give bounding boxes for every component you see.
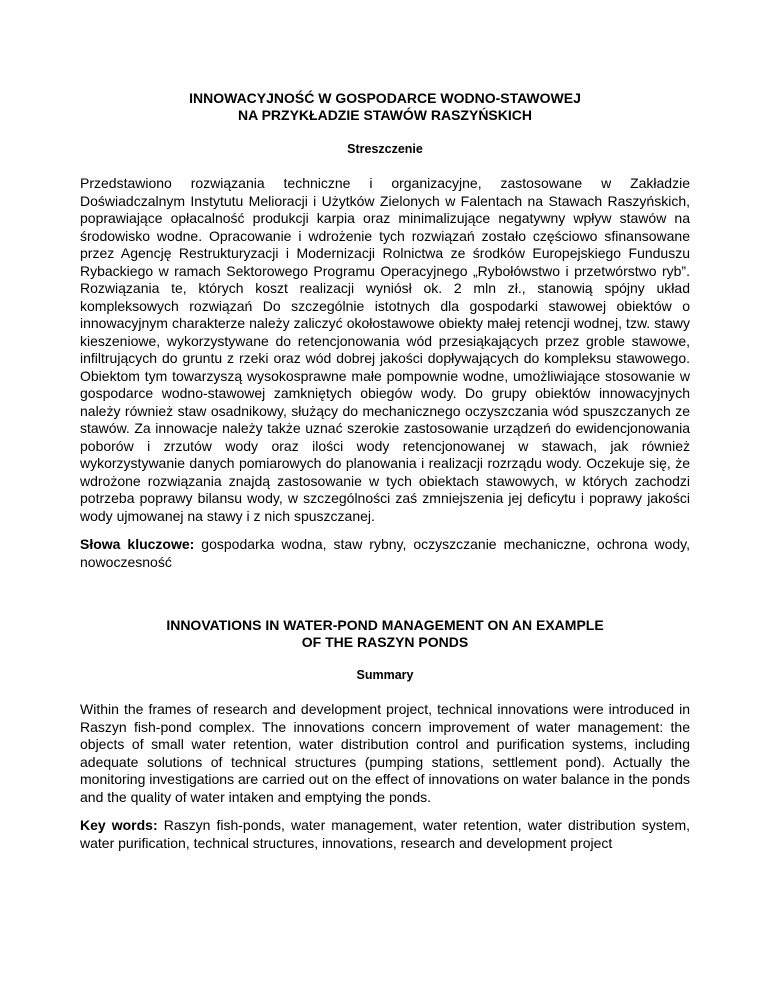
polish-title-line-1: INNOWACYJNOŚĆ W GOSPODARCE WODNO-STAWOWEJ <box>189 90 581 106</box>
english-summary-heading: Summary <box>356 668 414 682</box>
english-keywords-text: Raszyn fish-ponds, water management, water retention, water distribution system, water purification, technical structures, innovations, research and development project <box>80 817 691 851</box>
english-title-line-2: OF THE RASZYN PONDS <box>301 634 469 650</box>
english-title-line-1: INNOVATIONS IN WATER-POND MANAGEMENT ON AN EXAMPLE <box>166 617 604 633</box>
english-keywords <box>80 817 690 852</box>
polish-summary-heading: Streszczenie <box>347 142 423 156</box>
polish-keywords-text: gospodarka wodna, staw rybny, oczyszczanie mechaniczne, ochrona wody, nowoczesność <box>80 536 690 570</box>
english-title <box>80 617 690 651</box>
polish-title <box>80 90 690 124</box>
polish-keywords <box>80 536 690 571</box>
document-page <box>80 0 690 852</box>
polish-title-line-2: NA PRZYKŁADZIE STAWÓW RASZYŃSKICH <box>238 107 532 123</box>
english-abstract: Within the frames of research and development project, technical innovations were introduced in Raszyn fish-pond complex. The innovations concern improvement of water management: the objects of small water retention, water distribution control and purification systems, including adequate solutions of technical structures (pumping stations, settlement pond). Actually the monitoring investigations are carried out on the effect of innovations on water balance in the ponds and the quality of water intaken and emptying the ponds. <box>80 701 690 805</box>
polish-keywords-label: Słowa kluczowe: <box>80 536 195 552</box>
polish-abstract: Przedstawiono rozwiązania techniczne i organizacyjne, zastosowane w Zakładzie Doświadczalnym Instytutu Melioracji i Użytków Zielonych w Falentach na Stawach Raszyńskich, poprawiające opłacalność produkcji karpia oraz minimalizujące negatywny wpływ stawów na środowisko wodne. Opracowanie i wdrożenie tych rozwiązań zostało częściowo sfinansowane przez Agencję Restrukturyzacji i Modernizacji Rolnictwa ze środków Europejskiego Funduszu Rybackiego w ramach Sektorowego Programu Operacyjnego „Rybołówstwo i przetwórstwo ryb”. Rozwiązania te, których koszt realizacji wyniósł ok. 2 mln zł., stanowią spójny układ kompleksowych rozwiązań Do szczególnie istotnych dla gospodarki stawowej obiektów o innowacyjnym charakterze należy zaliczyć okołostawowe obiekty małej retencji wodnej, tzw. stawy kieszeniowe, wykorzystywane do retencjonowania wód przesiąkających przez groble stawowe, infiltrujących do gruntu z rzeki oraz wód dobrej jakości dopływających do kompleksu stawowego. Obiektom tym towarzyszą wysokosprawne małe pompownie wodne, umożliwiające stosowanie w gospodarce wodno-stawowej zamkniętych obiegów wody. Do grupy obiektów innowacyjnych należy również staw osadnikowy, służący do mechanicznego oczyszczania wód spuszczanych ze stawów. Za innowacje należy także uznać szerokie zastosowanie urządzeń do ewidencjonowania poborów i zrzutów wody oraz ilości wody retencjonowanej w stawach, jak również wykorzystywanie danych pomiarowych do planowania i realizacji rozrządu wody. Oczekuje się, że wdrożone rozwiązania znajdą zastosowanie w tych obiektach stawowych, w których zachodzi potrzeba poprawy bilansu wody, w szczególności zaś zmniejszenia jej deficytu i poprawy jakości wody ujmowanej na stawy i z nich spuszczanej. <box>80 175 690 524</box>
english-keywords-label: Key words: <box>80 817 158 833</box>
